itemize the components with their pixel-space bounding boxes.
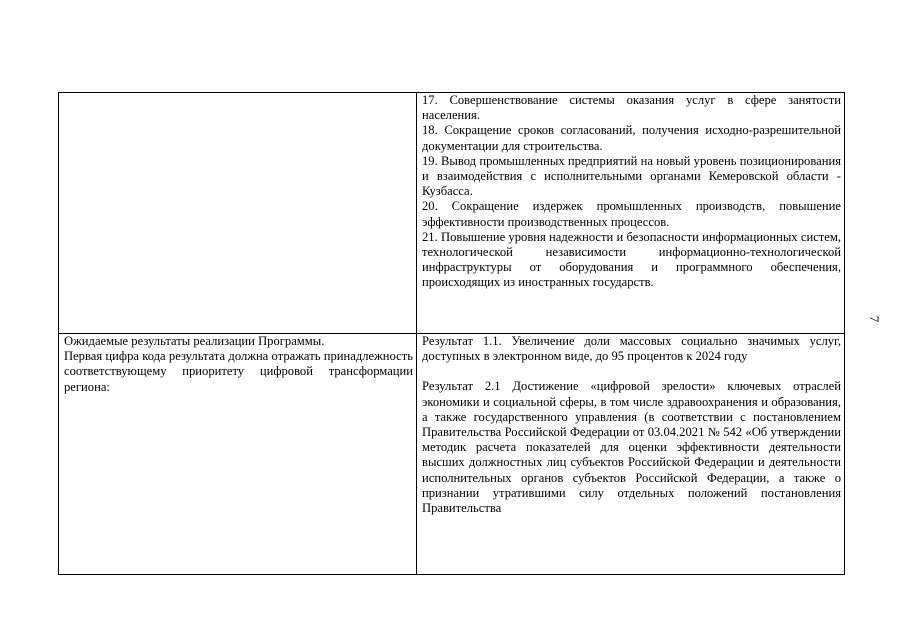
list-item: 20. Сокращение издержек промышленных производств, повышение эффективности производственных процессов. xyxy=(422,199,841,229)
list-item: 17. Совершенствование системы оказания услуг в сфере занятости населения. xyxy=(422,93,841,123)
list-item: 18. Сокращение сроков согласований, получения исходно-разрешительной документации для строительства. xyxy=(422,123,841,153)
cell-title: Ожидаемые результаты реализации Программы. xyxy=(64,334,325,348)
result-item: Результат 2.1 Достижение «цифровой зрелости» ключевых отраслей экономики и социальной сферы, в том числе здравоохранения и образования, а также государственного управления (в соответствии с постановлением Правительства Российской Федерации от 03.04.2021 № 542 «Об утверждении методик расчета показателей для оценки эффективности деятельности высших должностных лиц субъектов Российской Федерации и деятельности исполнительных органов субъектов Российской Федерации, а также о признании утратившими силу отдельных положений постановления Правительства xyxy=(422,379,841,516)
result-item: Результат 1.1. Увеличение доли массовых социально значимых услуг, доступных в электронном виде, до 95 процентов к 2024 году xyxy=(422,334,841,364)
table-row xyxy=(59,334,845,575)
table-cell-expected-results xyxy=(59,334,417,575)
page-number: 7 xyxy=(867,315,882,323)
document-table xyxy=(58,92,845,575)
table-row xyxy=(59,93,845,334)
list-item: 19. Вывод промышленных предприятий на новый уровень позиционирования и взаимодействия с исполнительными органами Кемеровской области - Кузбасса. xyxy=(422,153,841,199)
table-cell-results xyxy=(417,334,845,575)
table-cell-empty xyxy=(59,93,417,334)
cell-text: Первая цифра кода результата должна отражать принадлежность соответствующему приоритету цифровой трансформации региона: xyxy=(64,349,413,394)
list-item: 21. Повышение уровня надежности и безопасности информационных систем, технологической независимости информационно-технологической инфраструктуры от оборудования и программного обеспечения, происходящих из иностранных государств. xyxy=(422,229,841,290)
table-cell-measures-list xyxy=(417,93,845,334)
